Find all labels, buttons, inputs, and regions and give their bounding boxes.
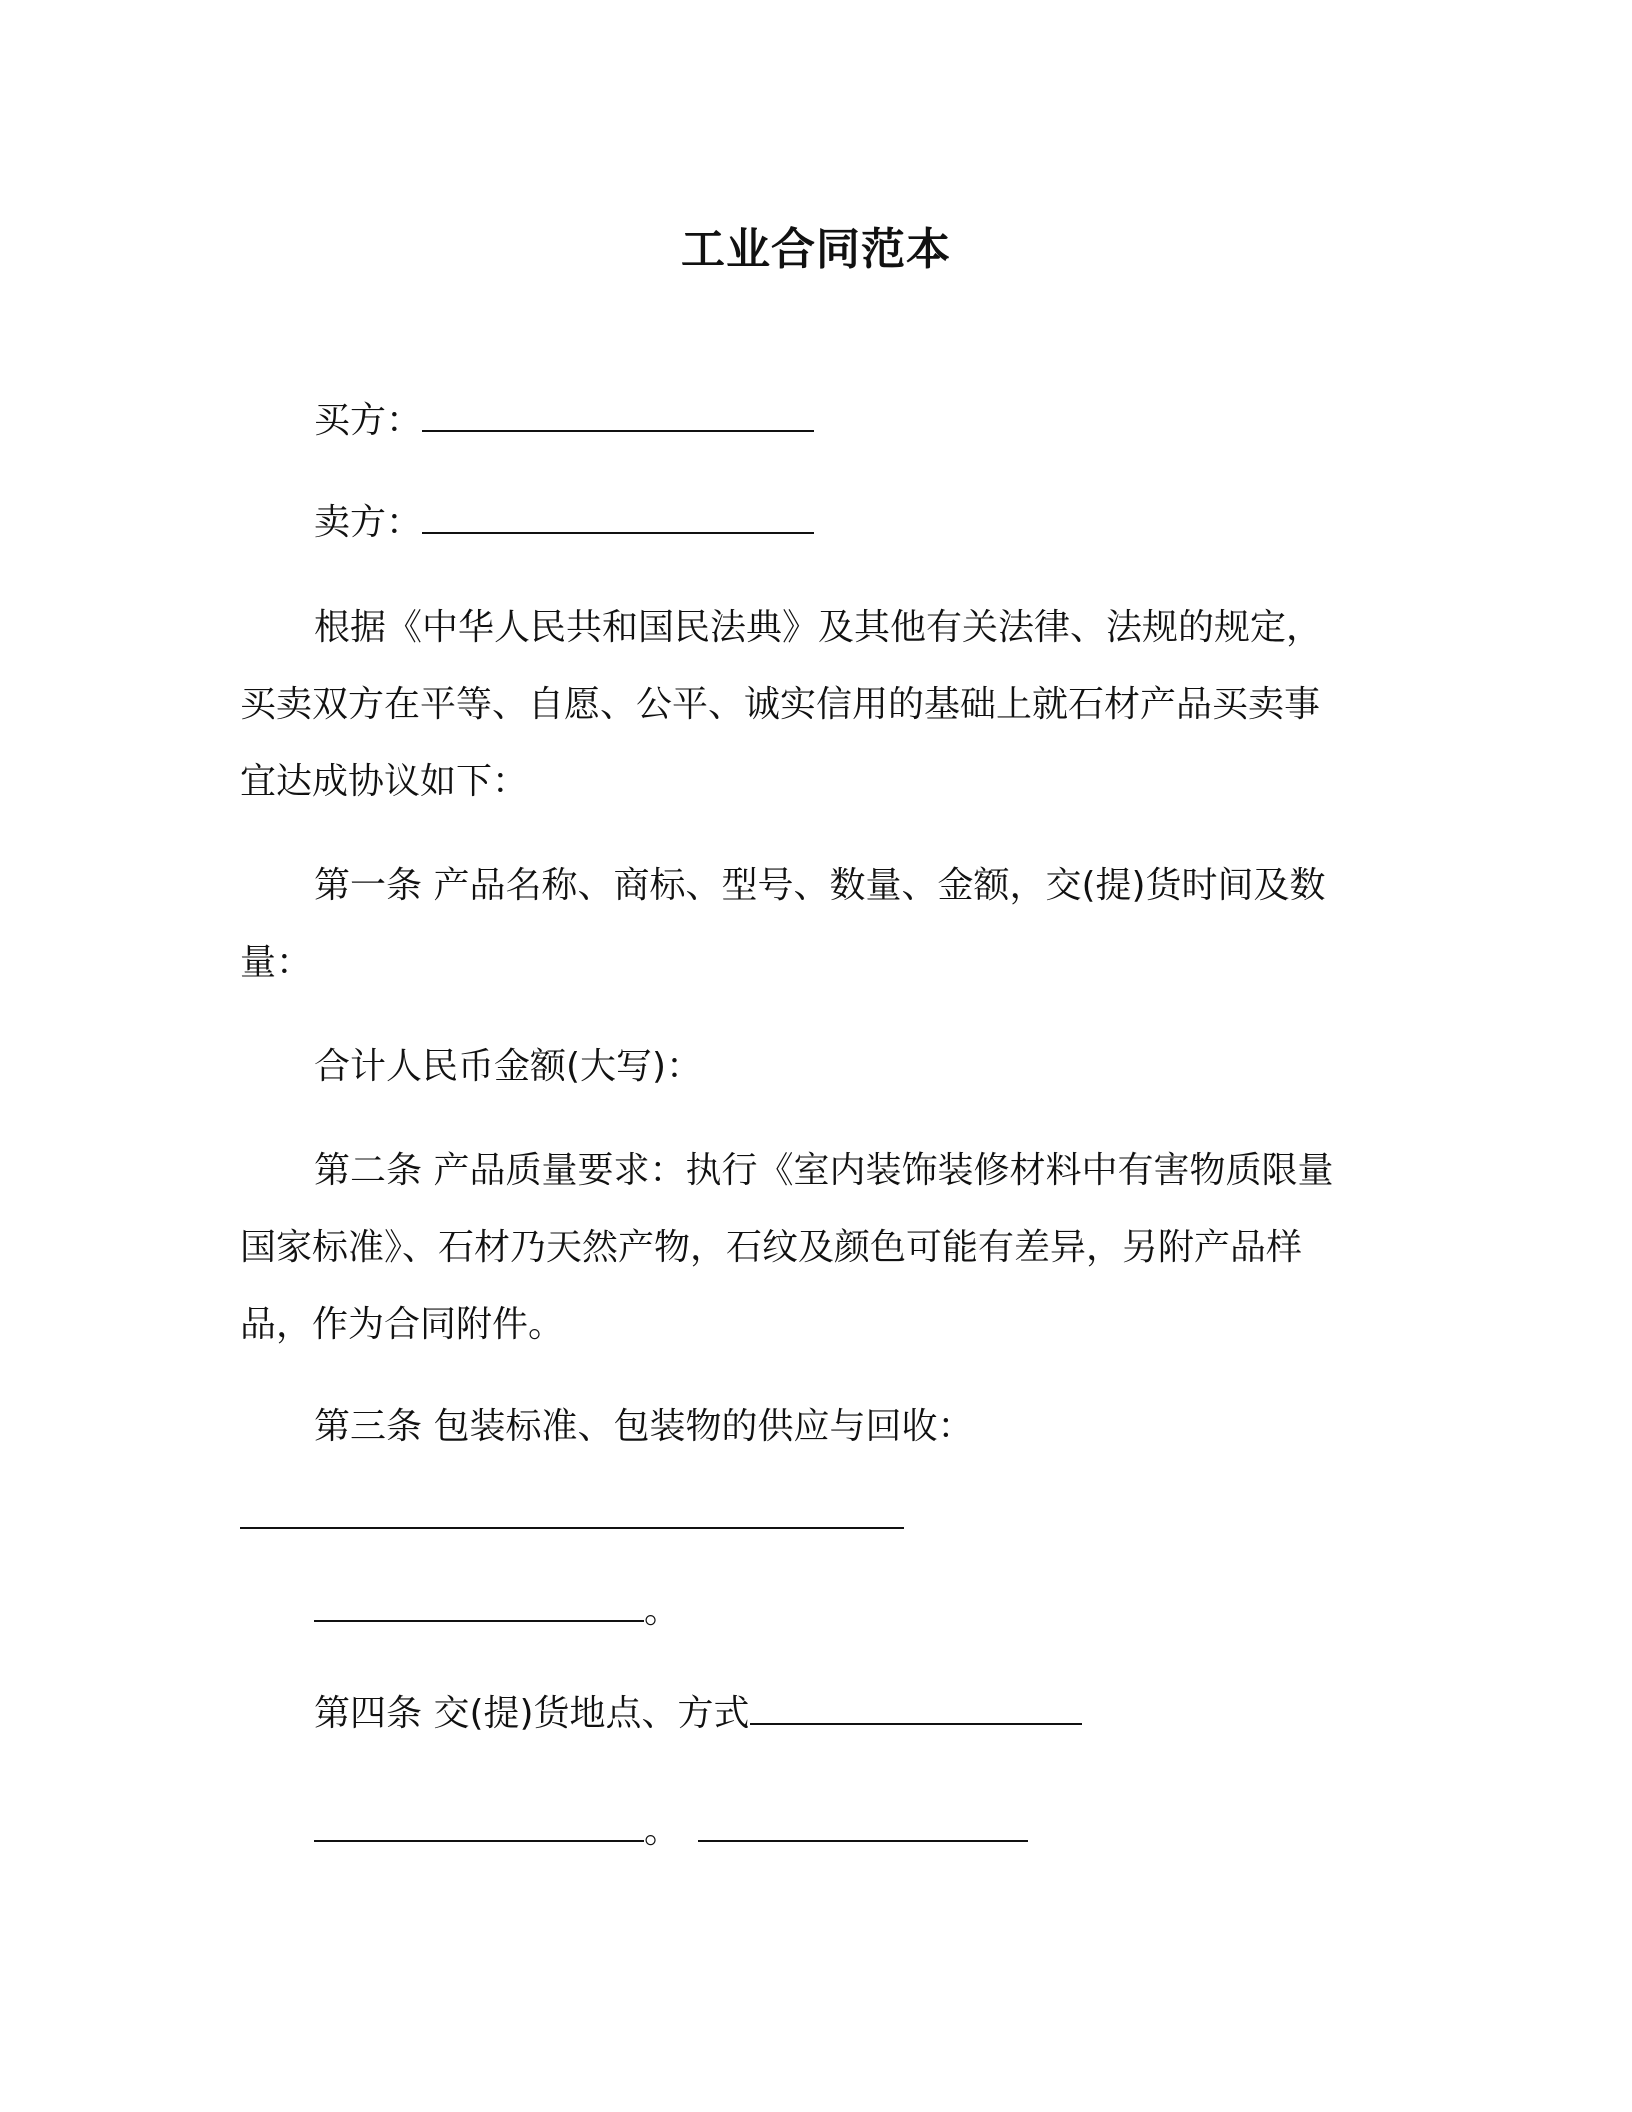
preamble-line-3: 宜达成协议如下： — [240, 761, 529, 802]
buyer-blank[interactable] — [422, 400, 814, 432]
article3-blank-line-2 — [314, 1588, 680, 1634]
page-title: 工业合同范本 — [681, 224, 951, 275]
preamble-line-1: 根据《中华人民共和国民法典》及其他有关法律、法规的规定， — [314, 607, 1323, 648]
article2-line-3: 品，作为合同附件。 — [240, 1304, 565, 1345]
article4-blank-2[interactable] — [314, 1810, 644, 1842]
article3-period: 。 — [644, 1590, 681, 1631]
article4-blank-3[interactable] — [698, 1810, 1028, 1842]
article1-line-2: 量： — [240, 942, 313, 983]
article4-blank-1[interactable] — [750, 1693, 1082, 1725]
article4-label: 第四条 交(提)货地点、方式 — [314, 1693, 750, 1734]
article4-period: 。 — [644, 1810, 681, 1851]
total-amount-line: 合计人民币金额(大写)： — [314, 1046, 703, 1087]
buyer-line — [314, 398, 814, 444]
article3-blank-1[interactable] — [240, 1527, 904, 1529]
buyer-label: 买方： — [314, 400, 423, 441]
article2-line-2: 国家标准》、石材乃天然产物，石纹及颜色可能有差异，另附产品样 — [240, 1227, 1303, 1268]
article1-line-1: 第一条 产品名称、商标、型号、数量、金额，交(提)货时间及数 — [314, 865, 1326, 906]
article3-blank-2[interactable] — [314, 1590, 644, 1622]
seller-line — [314, 500, 814, 546]
preamble-line-2: 买卖双方在平等、自愿、公平、诚实信用的基础上就石材产品买卖事 — [240, 684, 1321, 725]
article4-blank-line-2 — [314, 1808, 1028, 1854]
seller-blank[interactable] — [422, 502, 814, 534]
article3-line: 第三条 包装标准、包装物的供应与回收： — [314, 1406, 974, 1447]
seller-label: 卖方： — [314, 502, 423, 543]
article2-line-1: 第二条 产品质量要求：执行《室内装饰装修材料中有害物质限量 — [314, 1150, 1334, 1191]
article4-line — [314, 1691, 1082, 1737]
